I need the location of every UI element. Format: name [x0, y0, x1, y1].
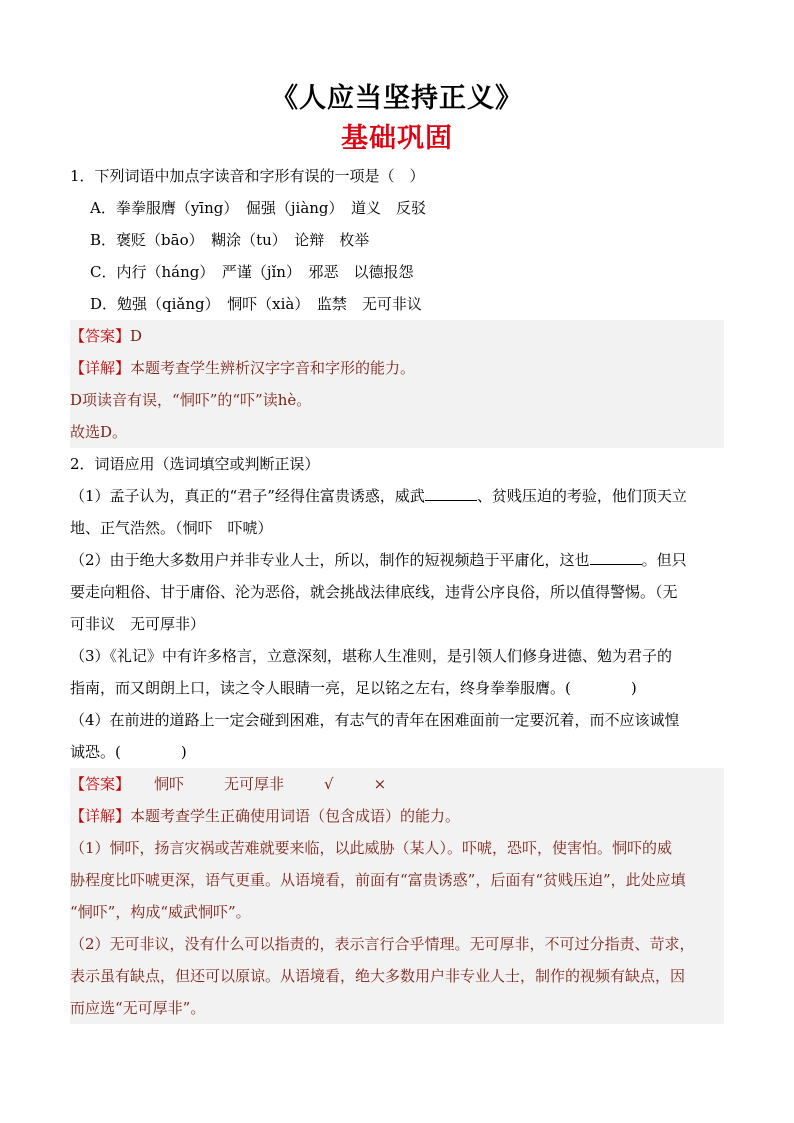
explanation-1-line: “恫吓”，构成“威武恫吓”。	[70, 903, 251, 921]
detail-text: 本题考查学生正确使用词语（包含成语）的能力。	[130, 807, 461, 825]
fill-blank	[590, 546, 642, 565]
question-1-option-c: C．内行（háng） 严谨（jǐn） 邪恶 以德报怨	[90, 263, 414, 281]
document-title: 《人应当坚持正义》	[271, 83, 523, 114]
detail-text: 本题考查学生辨析汉字字音和字形的能力。	[130, 359, 416, 377]
question-2-sub2-line	[70, 544, 724, 576]
question-1-option-b: B．褒贬（bāo） 糊涂（tu） 论辩 枚举	[90, 231, 370, 249]
question-2-sub4-line: 诚恐。( )	[70, 743, 187, 761]
detail-label: 【详解】	[70, 359, 131, 377]
answer-3: √	[324, 775, 334, 793]
question-2-sub2-line: 可非议 无可厚非）	[70, 615, 206, 633]
answer-label: 【答案】	[70, 775, 131, 793]
section-subtitle: 基础巩固	[341, 123, 453, 154]
document-content	[70, 160, 724, 1024]
explanation-1-line: 胁程度比吓唬更深，语气更重。从语境看，前面有“富贵诱惑”，后面有“贫贱压迫”，此处应填	[70, 871, 686, 889]
fill-blank	[425, 482, 477, 501]
question-2-sub1-line: 地、正气浩然。（恫吓 吓唬）	[70, 519, 273, 537]
question-2-sub3-line: （3）《礼记》中有许多格言，立意深刻，堪称人生准则，是引领人们修身进德、勉为君子的	[70, 647, 673, 665]
question-2-sub4-line: （4）在前进的道路上一定会碰到困难，有志气的青年在困难面前一定要沉着，而不应该诚惶	[70, 711, 680, 729]
question-2-answer-block	[70, 768, 724, 1024]
question-1-option-d: D．勉强（qiǎng） 恫吓（xià） 监禁 无可非议	[90, 295, 422, 313]
sub2-text-a: （2）由于绝大多数用户并非专业人士，所以，制作的短视频趋于平庸化，这也	[70, 551, 590, 569]
question-2-answer	[70, 768, 724, 800]
answer-label: 【答案】	[70, 327, 131, 345]
question-1-detail-line: 故选D。	[70, 423, 128, 441]
question-2-sub1-line	[70, 480, 724, 512]
question-2-stem: 2．词语应用（选词填空或判断正误）	[70, 455, 320, 473]
answer-1: 恫吓	[154, 775, 185, 793]
question-1-option-a: A．拳拳服膺（yīng） 倔强（jiàng） 道义 反驳	[90, 199, 427, 217]
sub1-text-a: （1）孟子认为，真正的“君子”经得住富贵诱惑，威武	[70, 487, 425, 505]
sub2-text-b: 。但只	[641, 551, 687, 569]
explanation-2-line: 表示虽有缺点，但还可以原谅。从语境看，绝大多数用户非专业人士，制作的视频有缺点，因	[70, 967, 686, 985]
question-1-detail-line: D项读音有误，“恫吓”的“吓”读hè。	[70, 391, 312, 409]
question-1-stem: 1．下列词语中加点字读音和字形有误的一项是（ ）	[70, 167, 425, 185]
question-2-sub3-line: 指南，而又朗朗上口，读之令人眼睛一亮，足以铭之左右，终身拳拳服膺。( )	[70, 679, 637, 697]
detail-label: 【详解】	[70, 807, 131, 825]
answer-4: ×	[373, 775, 387, 793]
answer-2: 无可厚非	[224, 775, 285, 793]
explanation-2-line: （2）无可非议，没有什么可以指责的，表示言行合乎情理。无可厚非，不可过分指责、苛求，	[70, 935, 695, 953]
sub1-text-b: 、贫贱压迫的考验，他们顶天立	[476, 487, 687, 505]
question-1-answer	[70, 320, 724, 352]
explanation-2-line: 而应选“无可厚非”。	[70, 999, 206, 1017]
question-2-detail	[70, 800, 724, 832]
answer-value: D	[130, 327, 143, 345]
question-2-sub2-line: 要走向粗俗、甘于庸俗、沦为恶俗，就会挑战法律底线，违背公序良俗，所以值得警惕。（无	[70, 583, 678, 601]
question-1-answer-block	[70, 320, 724, 448]
explanation-1-line: （1）恫吓，扬言灾祸或苦难就要来临，以此威胁（某人）。吓唬，恐吓，使害怕。恫吓的威	[70, 839, 673, 857]
question-1-detail	[70, 352, 724, 384]
